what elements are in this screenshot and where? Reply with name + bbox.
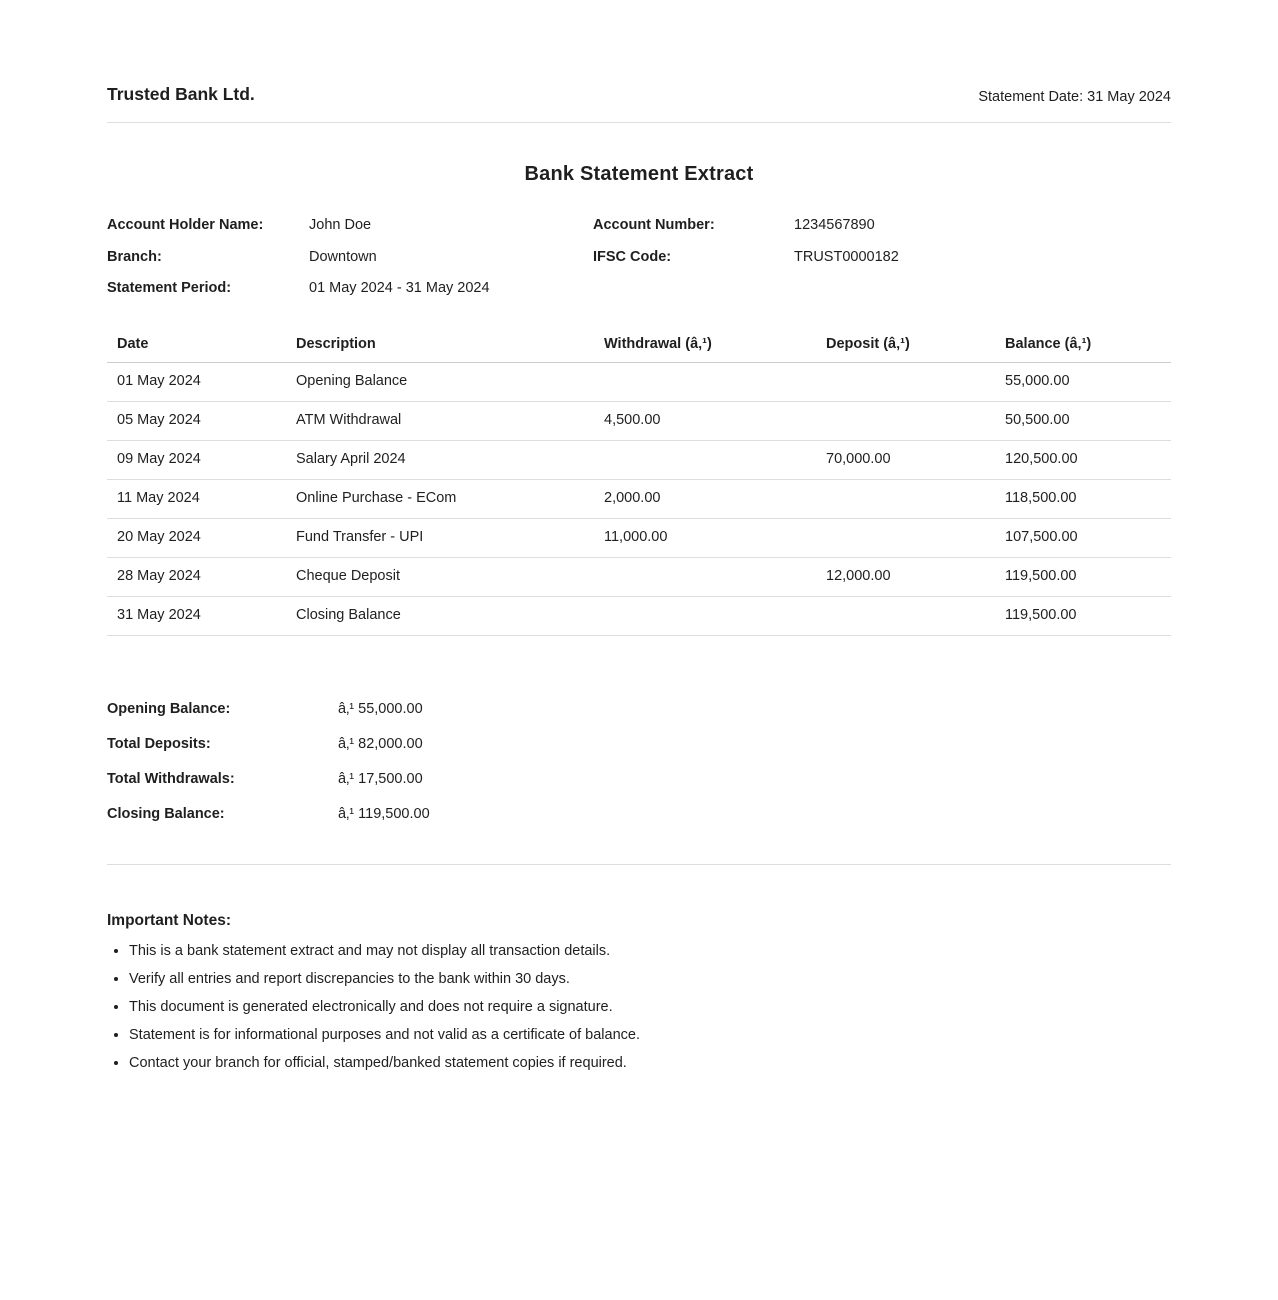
table-cell: 107,500.00	[1005, 529, 1078, 545]
summary-row	[107, 797, 1171, 832]
table-cell: 2,000.00	[604, 490, 661, 506]
table-cell: 11 May 2024	[117, 490, 200, 506]
table-cell	[816, 362, 995, 401]
table-cell: Salary April 2024	[296, 451, 406, 467]
table-cell	[816, 518, 995, 557]
summary-label: Closing Balance:	[107, 805, 225, 822]
account-info-label	[593, 273, 794, 305]
table-cell: 09 May 2024	[117, 451, 201, 467]
account-info-value: 1234567890	[794, 217, 875, 233]
notes-heading: Important Notes:	[107, 911, 231, 929]
table-cell: 120,500.00	[1005, 451, 1078, 467]
account-info-label: Account Holder Name:	[107, 217, 264, 233]
table-cell: Closing Balance	[296, 607, 401, 623]
table-cell: 05 May 2024	[117, 412, 201, 428]
account-info-value: 01 May 2024 - 31 May 2024	[309, 280, 490, 296]
column-header: Withdrawal (â‚¹)	[604, 335, 712, 352]
table-cell: 50,500.00	[1005, 412, 1070, 428]
table-row	[107, 479, 1171, 518]
table-cell: 118,500.00	[1005, 490, 1077, 506]
account-info-label: IFSC Code:	[593, 248, 672, 265]
table-cell: 12,000.00	[826, 568, 891, 584]
table-cell	[594, 596, 816, 635]
column-header: Date	[117, 335, 149, 352]
table-cell: Online Purchase - ECom	[296, 490, 457, 506]
notes-section	[107, 912, 1171, 1072]
table-cell: Fund Transfer - UPI	[296, 529, 424, 545]
summary-row	[107, 762, 1171, 797]
column-header: Description	[296, 335, 376, 352]
table-row	[107, 518, 1171, 557]
table-cell	[594, 362, 816, 401]
summary-label: Total Deposits:	[107, 735, 211, 752]
account-info-label: Branch:	[107, 248, 162, 265]
table-cell: 11,000.00	[604, 529, 668, 545]
notes-list	[107, 943, 1171, 1072]
summary-value: â‚¹ 119,500.00	[338, 805, 430, 822]
column-header: Deposit (â‚¹)	[826, 335, 910, 352]
transactions-body	[107, 362, 1171, 635]
account-info-label: Account Number:	[593, 217, 715, 233]
note-item: • Contact your branch for official, stamped/banked statement copies if required.	[129, 1055, 1171, 1072]
summary-label: Opening Balance:	[107, 700, 231, 717]
table-row	[107, 557, 1171, 596]
table-cell: 31 May 2024	[117, 607, 201, 623]
table-cell: 20 May 2024	[117, 529, 201, 545]
transactions-table	[107, 327, 1171, 636]
summary-row	[107, 692, 1171, 727]
document-header	[107, 84, 1171, 123]
table-cell	[816, 479, 995, 518]
table-row	[107, 440, 1171, 479]
table-cell: Cheque Deposit	[296, 568, 400, 584]
table-cell: ATM Withdrawal	[296, 412, 402, 428]
note-item: • This document is generated electronically and does not require a signature.	[129, 999, 1171, 1016]
table-cell: Opening Balance	[296, 373, 408, 389]
table-cell	[594, 557, 816, 596]
summary-row	[107, 727, 1171, 762]
column-header: Balance (â‚¹)	[1005, 335, 1092, 352]
bank-name: Trusted Bank Ltd.	[107, 84, 255, 104]
table-cell: 4,500.00	[604, 412, 661, 428]
section-divider	[107, 864, 1171, 865]
summary-section	[107, 692, 1171, 832]
table-cell: 55,000.00	[1005, 373, 1070, 389]
table-row	[107, 362, 1171, 401]
transactions-header-row	[107, 327, 1171, 363]
table-cell: 119,500.00	[1005, 568, 1077, 584]
summary-label: Total Withdrawals:	[107, 770, 235, 787]
note-item: • Verify all entries and report discrepancies to the bank within 30 days.	[129, 971, 1171, 988]
statement-date: Statement Date: 31 May 2024	[978, 89, 1171, 105]
table-cell: 28 May 2024	[117, 568, 201, 584]
account-info-grid	[107, 210, 1171, 305]
account-info-value: TRUST0000182	[794, 248, 899, 265]
table-cell	[816, 401, 995, 440]
table-cell: 70,000.00	[826, 451, 891, 467]
table-cell: 01 May 2024	[117, 373, 201, 389]
account-info-value: John Doe	[309, 217, 372, 233]
summary-value: â‚¹ 17,500.00	[338, 770, 423, 787]
table-row	[107, 401, 1171, 440]
account-info-value: Downtown	[309, 248, 377, 265]
account-info-label: Statement Period:	[107, 280, 232, 296]
note-item: • Statement is for informational purposes and not valid as a certificate of balance.	[129, 1027, 1171, 1044]
account-info-value	[794, 273, 1171, 305]
summary-value: â‚¹ 55,000.00	[338, 700, 423, 717]
table-cell	[816, 596, 995, 635]
note-item: • This is a bank statement extract and may not display all transaction details.	[129, 943, 1171, 960]
table-cell: 119,500.00	[1005, 607, 1077, 623]
table-row	[107, 596, 1171, 635]
summary-value: â‚¹ 82,000.00	[338, 735, 423, 752]
table-cell	[594, 440, 816, 479]
page-title: Bank Statement Extract	[524, 163, 754, 185]
